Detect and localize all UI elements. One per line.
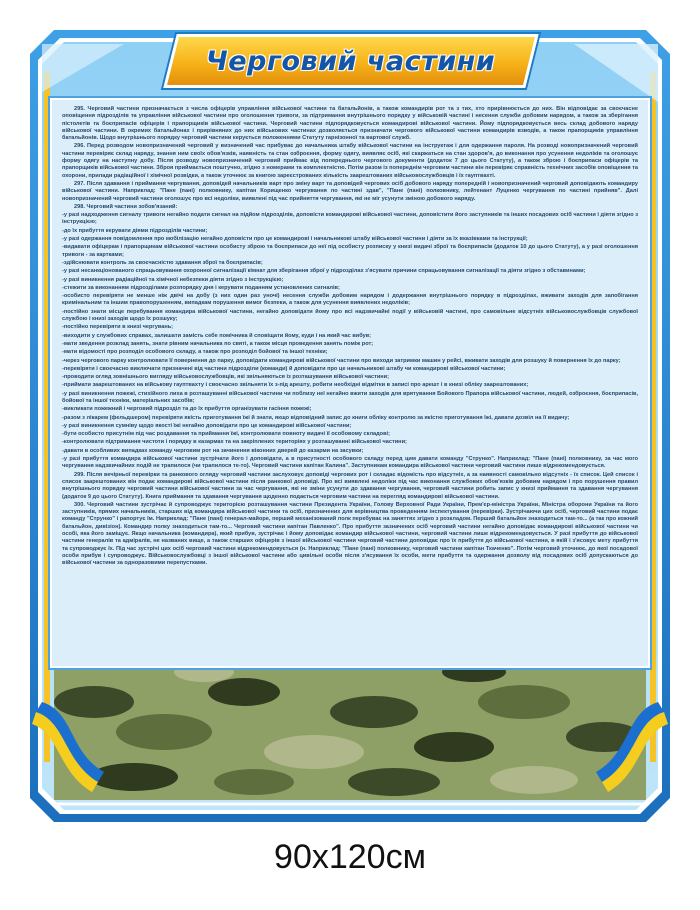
text-paragraph: -бути особисто присутнім під час роздавання та приймання їжі, контролювати повноту видачі її особовому складові; xyxy=(62,431,390,438)
text-paragraph: -видавати офіцерам і прапорщикам військової частини особисту зброю та боєприпаси до неї під особисту розписку у книзі видачі зброї та боєприпасів (додаток 10 до цього Статуту), а у разі оголошення тривоги - за картками; xyxy=(62,244,638,258)
camouflage-band xyxy=(54,660,646,800)
info-stand xyxy=(14,12,686,824)
text-paragraph: 300. Черговий частини зустрічає й супроводжує територією розташування частини Президента України, Голову Верховної Ради України, Прем'єр-міністра України, Міністра оборони України та його заступників, прямих начальників, старших від командира військової частини та осіб, призначених для керівництва проведенням інспектування (перевірки). Зустрічаючи цих осіб, черговий частини подає команду "Струнко" і рапортує їм. Наприклад: "Пане (пані) генерал-майоре, перший механізований полк перебуває на заняттях згідно з розкладом. Перший батальйон знаходиться там-то... (а так про кожний батальйон, дивізіон). Командир полку знаходиться там-то... Черговий частини капітан Павленко". Про прибуття зазначених осіб черговий частини негайно доповідає командирові військової частини чи особі, яка його заміщує. Якщо начальника (командира), який прибув, зустрічає і йому доповідає командир військової частини, черговий частини лише відрекомендовується. У разі прибуття до військової частини генералів та адміралів, не названих вище, а також старших офіцерів з іншої військової частини черговий частини доповідає про їх прибуття до військової частини, в якій і з'ясовує мету прибуття та супроводжує їх. Під час зустрічі цих осіб черговий частини відрекомендовується (н. Наприклад: "Пане (пані) полковнику, черговий частини капітан Ткаченко". Потім черговий уточнює, до якої посадової особи прибув і супроводжує. Військовослужбовці з іншої військової частини або цивільні особи після з'ясування їх особи, мети прибуття та одержання дозволу від посадових осіб допускаються до військової частини за одноразовими перепустками. xyxy=(62,501,638,567)
text-paragraph: -постійно перевіряти в книзі чергувань; xyxy=(62,324,173,331)
text-paragraph: -разом з лікарем (фельдшером) перевіряти якість приготування їжі й знати, якщо відповідний запис до книги обліку контролю за якістю приготування їжі, давати дозвіл на її видачу; xyxy=(62,414,570,421)
text-paragraph: -стежити за виконанням підрозділами розпорядку дня і керувати поданням установлених сигналів; xyxy=(62,284,340,291)
text-paragraph: -у разі прибуття командира військової частини зустрічати його і доповідати, а в присутності особового складу перед цим давати команду "Струнко". Наприклад: "Пане (пані) полковнику, за час мого чергування надзвичайних подій не трапилося (чи трапилося те-то). Черговий частини капітан Калина". Заступникам командира військової частини черговий частини лише відрекомендовується. xyxy=(62,456,638,470)
text-paragraph: 295. Черговий частини призначається з числа офіцерів управління військової частини та батальйонів, а також командирів рот та з тих, хто прирівнюється до них. Він відповідає за своєчасне оповіщення підрозділів та управління військової частини про оголошення тривоги, за підтримання внутрішнього порядку у військовій частині і несення служби добовим нарядом, а також за зберігання пістолетів та боєприпасів офіцерів і прапорщиків військової частини. Черговий частини підпорядковується командирові військової частини. Йому підпорядковується весь склад добового наряду військової частини. В окремих батальйонах і прирівняних до них військових частинах дозволяється призначати чергового військової частини командирів взводів, а також прапорщиків управління батальйонів. Щодо внутрішнього порядку черговий частини керується положеннями Статуту гарнізонної та вартової служб. xyxy=(62,106,638,142)
text-paragraph: -викликати пожежний і черговий підрозділ та до їх прибуття організувати гасіння пожежі; xyxy=(62,406,312,413)
text-paragraph: 296. Перед розводом новопризначений черговий у визначений час прибуває до начальника штабу військової частини на інструктаж і для одержання пароля. На розводі новопризначений черговий частини перевіряє склад наряду, знання ним своїх обов'язків, наявність та стан озброєння, форму одягу, виявляє осіб, які скаржаться на стан здоров'я, до виконання про усунення недоліків та оголошує форму одягу на наступну добу. Після розводу новопризначений черговий приймає від попереднього чергового документи (додаток 7 до цього Статуту), а також зброю і боєприпаси офіцерів та прапорщиків військової частини. Зброя приймається поштучно, згідно з номерами та комплектністю. Потім разом із попереднім черговим частини він перевіряє справність технічних засобів оповіщення та охорони, прилади радіаційної і хімічної розвідки, а також уточнює за книгою зареєстрованих кількість заарештованих військовослужбовців і їх гауптвахті. xyxy=(62,143,638,179)
text-paragraph: -у разі несанкціонованого спрацьовування охоронної сигналізації кімнат для зберігання зброї у підрозділах з'ясувати причини спрацьовування сигналізації та діяти згідно з обставинами; xyxy=(62,268,586,275)
text-paragraph: -до їх прибуття керувати діями підрозділів частини; xyxy=(62,227,208,234)
text-paragraph: -у разі надходження сигналу тривоги негайно подати сигнал на підйом підрозділів, доповісти командирові військової частини, доповістити його заступників та інших посадових осіб частини і діяти згідно з інструкцією; xyxy=(62,212,638,226)
text-paragraph: -постійно знати місце перебування командира військової частини, негайно доповідати йому про всі надзвичайні події у військовій частині, про самовільне відсутніх військовослужбовців службової службою і книзі заходів щодо їх розшуку; xyxy=(62,308,638,323)
size-caption: 90x120см xyxy=(274,838,426,876)
text-paragraph: -контролювати підтримання чистоти і порядку в казармах та на закріплених територіях у розташуванні військової частини; xyxy=(62,439,407,446)
text-paragraph: -давати в особливих випадках команду черговим рот на зачинення віконних дверей до казарми на засувки; xyxy=(62,447,364,454)
text-paragraph: -мати відомості про розподіл особового складу, а також про розподіл бойової та іншої техніки; xyxy=(62,349,328,356)
text-panel xyxy=(50,98,650,668)
text-paragraph: 298. Черговий частини зобов'язаний: xyxy=(74,203,178,210)
text-paragraph: -здійснювати контроль за своєчасністю здавання зброї та боєприпасів; xyxy=(62,259,263,266)
text-paragraph: 297. Після здавання і приймання чергування, доповідей начальників варт про зміну варт та доповідей чергових осіб добового наряду попередній і новопризначений черговий доповідають командиру військової частини. Наприклад: "Пане (пані) полковнику, капітан Корищенко чергування по частині здав", "Пане (пані) полковнику, лейтенант Луценко чергування по частині прийняв". Далі новопризначений черговий частини оголошує про всі недоліки, виявлені під час прийняття чергування, які не міг усунути зміною добового наряду. xyxy=(62,180,638,202)
text-paragraph: -перевіряти і своєчасно виключати призначені від частини підрозділи (команди) й доповідати про це начальникові штабу чи командирові військової частини; xyxy=(62,365,506,372)
text-paragraph: -через чергового парку контролювати її повернення до парку, доповідати командирові військової частини про виходи затримки машин у рейсі, вживати заходів для розшуку й повернення їх до парку; xyxy=(62,357,621,364)
text-paragraph: -мати зведення розклад занять, знати рівним начальника по святі, а також місця проведення занять поміж рот; xyxy=(62,340,374,347)
title-banner xyxy=(163,34,538,88)
text-paragraph: -особисто перевіряти не менше ніж двічі на добу (з них один раз уночі) несення служби добовим нарядом і додержання внутрішнього порядку в підрозділах, вживати заходів для запобігання кримінальним та іншим правопорушенням, випадкам порушення вимог безпеки, а також для усунення виявлених недоліків; xyxy=(62,293,638,307)
text-paragraph: -у разі виникнення сумніву щодо якості їжі негайно доповідати про це командирові військової частини; xyxy=(62,422,352,429)
text-paragraph: -у разі одержання повідомлення про мобілізацію негайно доповісти про це командирові і начальникові штабу військової частини і діяти за їх вказівками та інструкції; xyxy=(62,236,528,243)
text-paragraph: -у разі виникнення радіаційної та хімічної небезпеки діяти згідно з інструкцією; xyxy=(62,276,284,283)
text-paragraph: 299. Після вечірньої перевірки та ранкового огляду черговий частини заслуховує доповіді чергових рот і складає відомість про відсутніх, а за наявності самовільно відсутніх - їх список. Цей список і список заарештованих він подає командирові військової частини після ранкової доповіді. Про всі виявлені недоліки під час виконання службових обов'язків добовим нарядом і про порушення правил внутрішнього порядку черговий частини військової частини за час чергування, які не зміни усунути до здавання чергування, черговий частини робить запис у книзі приймання та здавання чергування (додаток 9 до цього Статуту). Книга приймання та здавання чергування щоденно подається черговим частини на перегляд командирові військової частини. xyxy=(62,471,638,500)
text-paragraph: -приймати заарештованих на військову гауптвахту і своєчасно звільняти їх з-під арешту, робити необхідні відмітки в записі про арешт і в книзі обліку заарештованих; xyxy=(62,382,529,389)
text-paragraph: -у разі виникнення пожежі, стихійного лиха в розташуванні військової частини чи поблизу неї негайно вжити заходів для врятування Бойового Прапора військової частини, людей, озброєння, боєприпасів, бойової та іншої техніки, матеріальних засобів; xyxy=(62,390,638,404)
text-paragraph: -проводити огляд зовнішнього вигляду військовослужбовців, які звільняються із розташування військової частини; xyxy=(62,374,389,381)
text-paragraph: -виходити у службових справах, залишати замість себе помічника й сповіщати йому, куди і на який час вибув; xyxy=(62,332,372,339)
stand-title: Черговий частини xyxy=(206,45,496,77)
